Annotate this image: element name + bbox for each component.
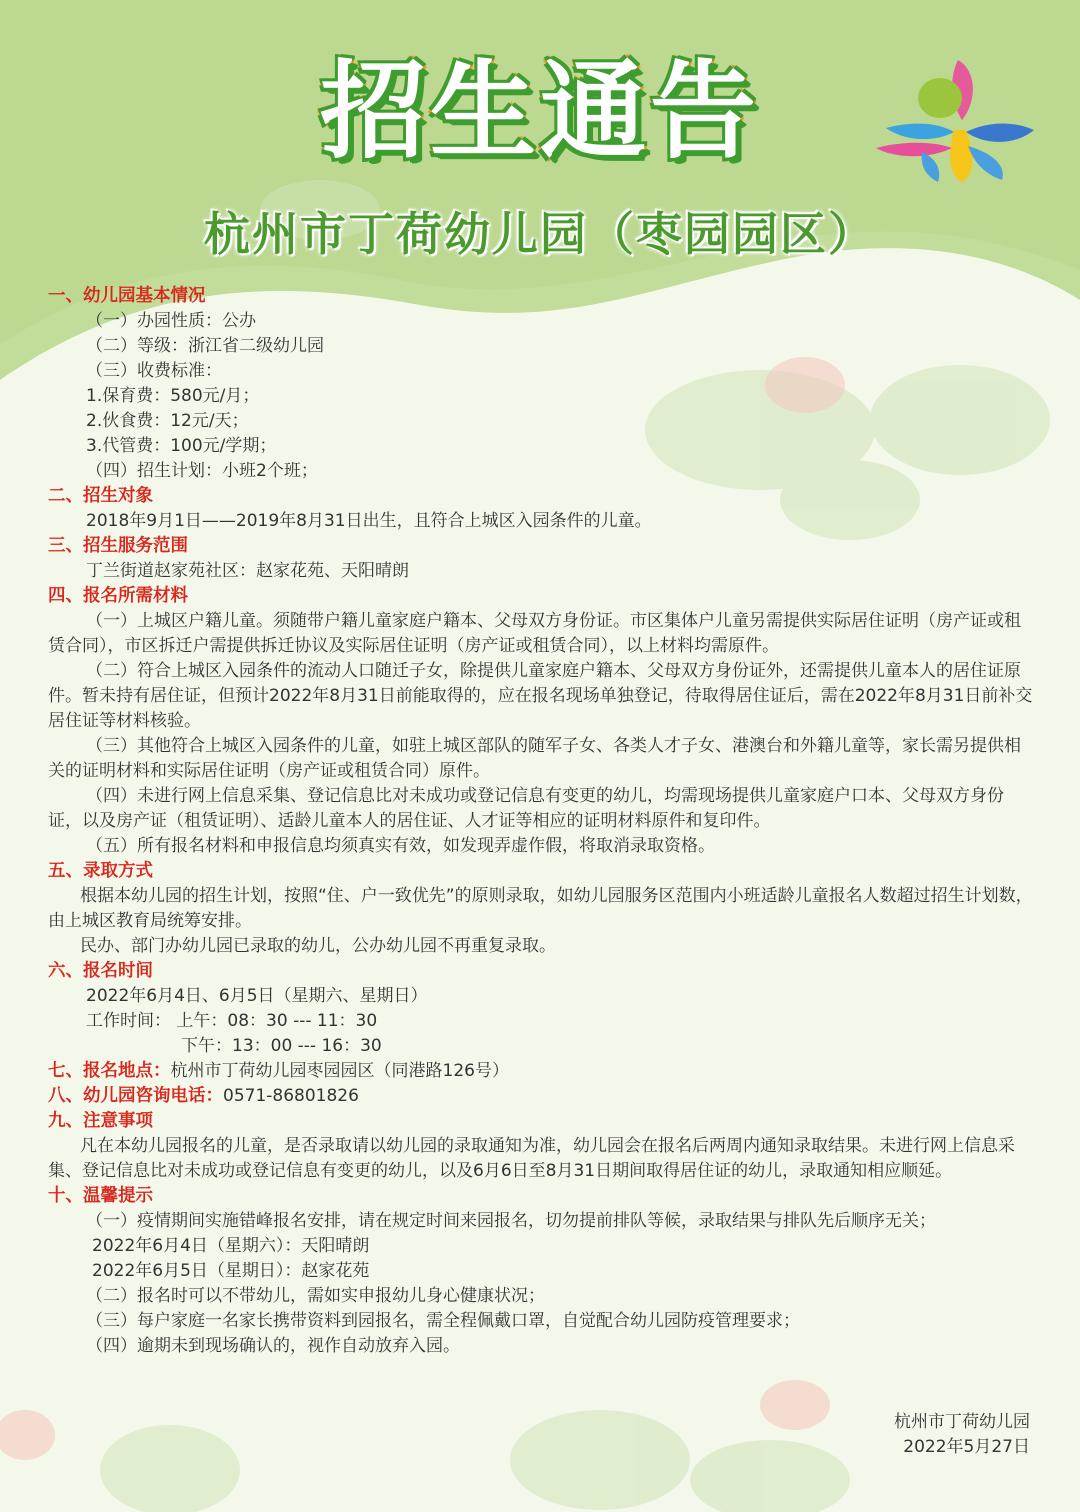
info-line: 3.代管费：100元/学期； bbox=[86, 436, 277, 456]
info-line: （二）等级：浙江省二级幼儿园 bbox=[86, 336, 324, 356]
info-line: 工作时间： 上午：08：30 --- 11：30 bbox=[86, 1011, 378, 1031]
info-line: （三）每户家庭一名家长携带资料到园报名，需全程佩戴口罩，自觉配合幼儿园防疫管理要求； bbox=[86, 1311, 800, 1331]
section-heading: 九、注意事项 bbox=[48, 1111, 153, 1131]
address-value: 杭州市丁荷幼儿园枣园园区（同港路126号） bbox=[170, 1061, 509, 1081]
info-line: 2018年9月1日——2019年8月31日出生，且符合上城区入园条件的儿童。 bbox=[86, 511, 652, 531]
info-line: 2022年6月5日（星期日）：赵家花苑 bbox=[92, 1261, 370, 1281]
section-heading: 四、报名所需材料 bbox=[48, 586, 188, 606]
section-heading: 八、幼儿园咨询电话： bbox=[48, 1086, 223, 1106]
address-line bbox=[48, 1059, 1036, 1084]
paragraph: （四）未进行网上信息采集、登记信息比对未成功或登记信息有变更的幼儿，均需现场提供儿童家庭户口本、父母双方身份证，以及房产证（租赁证明）、适龄儿童本人的居住证、人才证等相应的证明材料原件和复印件。 bbox=[48, 786, 1004, 831]
notice-body bbox=[48, 284, 1036, 1359]
section-heading: 五、录取方式 bbox=[48, 861, 153, 881]
section-heading: 三、招生服务范围 bbox=[48, 536, 188, 556]
section-heading: 二、招生对象 bbox=[48, 486, 153, 506]
info-line: 2.伙食费：12元/天； bbox=[86, 411, 249, 431]
info-line: （一）办园性质：公办 bbox=[86, 311, 256, 331]
paragraph: 凡在本幼儿园报名的儿童，是否录取请以幼儿园的录取通知为准，幼儿园会在报名后两周内通知录取结果。未进行网上信息采集、登记信息比对未成功或登记信息有变更的幼儿，以及6月6日至8月31日期间取得居住证的幼儿，录取通知相应顺延。 bbox=[48, 1136, 1015, 1181]
section-heading: 六、报名时间 bbox=[48, 961, 153, 981]
paragraph: 民办、部门办幼儿园已录取的幼儿，公办幼儿园不再重复录取。 bbox=[80, 936, 556, 956]
info-line: （二）报名时可以不带幼儿，需如实申报幼儿身心健康状况； bbox=[86, 1286, 545, 1306]
info-line: 1.保育费：580元/月； bbox=[86, 386, 260, 406]
section-heading: 十、温馨提示 bbox=[48, 1186, 153, 1206]
signature-org: 杭州市丁荷幼儿园 bbox=[894, 1412, 1030, 1432]
paragraph: （三）其他符合上城区入园条件的儿童，如驻上城区部队的随军子女、各类人才子女、港澳台和外籍儿童等，家长需另提供相关的证明材料和实际居住证明（房产证或租赁合同）原件。 bbox=[48, 736, 1021, 781]
paragraph: （五）所有报名材料和申报信息均须真实有效，如发现弄虚作假，将取消录取资格。 bbox=[86, 836, 715, 856]
paragraph: 根据本幼儿园的招生计划，按照“住、户一致优先”的原则录取，如幼儿园服务区范围内小班适龄儿童报名人数超过招生计划数，由上城区教育局统筹安排。 bbox=[48, 886, 1033, 931]
info-line: 2022年6月4日、6月5日（星期六、星期日） bbox=[86, 986, 428, 1006]
info-line: （四）招生计划：小班2个班； bbox=[86, 461, 318, 481]
signature bbox=[894, 1410, 1030, 1460]
phone-value: 0571-86801826 bbox=[223, 1086, 359, 1106]
info-line: 2022年6月4日（星期六）：天阳晴朗 bbox=[92, 1236, 370, 1256]
info-line: 下午：13：00 --- 16：30 bbox=[181, 1036, 382, 1056]
paragraph: （一）上城区户籍儿童。须随带户籍儿童家庭户籍本、父母双方身份证。市区集体户儿童另需提供实际居住证明（房产证或租赁合同），市区拆迁户需提供拆迁协议及实际居住证明（房产证或租赁合同），以上材料均需原件。 bbox=[48, 611, 1021, 656]
info-line: （四）逾期未到现场确认的，视作自动放弃入园。 bbox=[86, 1336, 460, 1356]
info-line: 丁兰街道赵家苑社区：赵家花苑、天阳晴朗 bbox=[86, 561, 409, 581]
signature-date: 2022年5月27日 bbox=[903, 1437, 1030, 1457]
section-heading: 七、报名地点： bbox=[48, 1061, 171, 1081]
poster-title: 招生通告 bbox=[320, 50, 760, 173]
info-line: （三）收费标准： bbox=[86, 361, 222, 381]
school-name: 杭州市丁荷幼儿园（枣园园区） bbox=[204, 207, 876, 261]
section-heading: 一、幼儿园基本情况 bbox=[48, 286, 206, 306]
phone-line bbox=[48, 1084, 1036, 1109]
info-line: （一）疫情期间实施错峰报名安排，请在规定时间来园报名，切勿提前排队等候，录取结果与排队先后顺序无关； bbox=[86, 1211, 936, 1231]
paragraph: （二）符合上城区入园条件的流动人口随迁子女，除提供儿童家庭户籍本、父母双方身份证外，还需提供儿童本人的居住证原件。暂未持有居住证，但预计2022年8月31日前能取得的，应在报名现场单独登记，待取得居住证后，需在2022年8月31日前补交居住证等材料核验。 bbox=[48, 661, 1033, 731]
